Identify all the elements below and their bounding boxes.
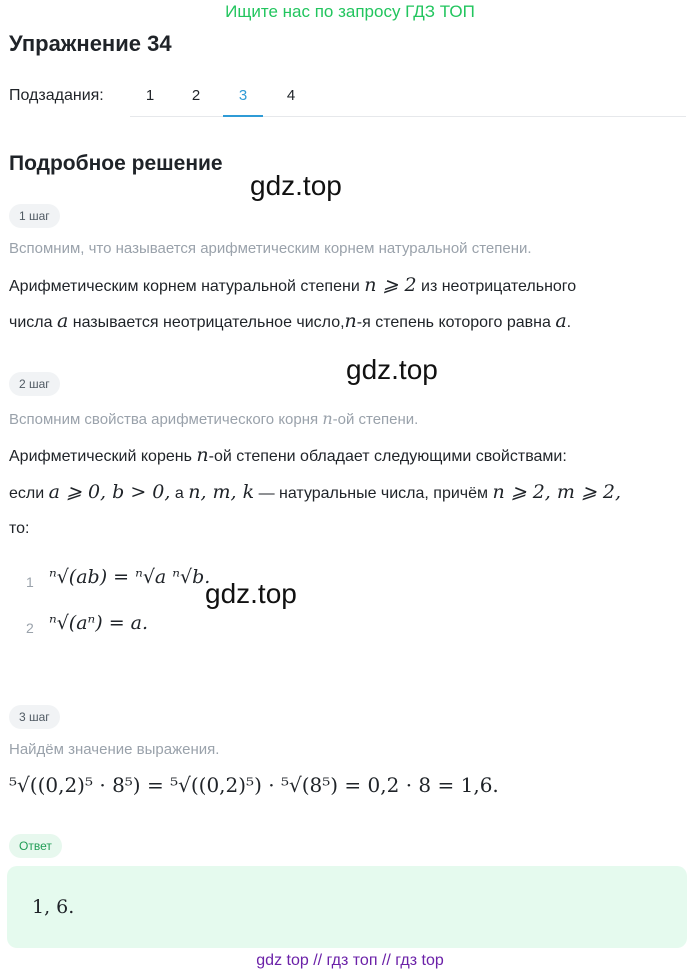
step-badge: 3 шаг xyxy=(9,705,60,729)
text-fragment: Вспомним свойства арифметического корня xyxy=(9,411,323,428)
math-inline: a xyxy=(555,310,567,332)
text-fragment: называется неотрицательное число, xyxy=(72,314,345,331)
watermark: gdz.top xyxy=(205,578,297,609)
tab-subtask-4[interactable]: 4 xyxy=(286,87,296,104)
footer-links[interactable]: gdz top // гдз топ // гдз top xyxy=(256,952,444,969)
math-inline: a ⩾ 0, b > 0, xyxy=(48,481,171,503)
step-hint xyxy=(9,409,418,428)
step-2-text-line-1 xyxy=(9,437,567,475)
text-fragment: а xyxy=(170,485,189,502)
step-2-text-line-2 xyxy=(9,474,621,512)
watermark: gdz.top xyxy=(250,170,342,201)
math-inline: n xyxy=(196,444,209,466)
math-inline: n, m, k xyxy=(188,481,255,503)
math-inline: n xyxy=(344,310,357,332)
text-fragment: . xyxy=(566,314,572,331)
property-formula: ⁿ√(aⁿ) = a. xyxy=(49,612,149,634)
step-1-text-line-1 xyxy=(9,267,576,305)
answer-badge: Ответ xyxy=(9,834,62,858)
answer-box xyxy=(7,866,687,948)
step-1-text-line-2 xyxy=(9,303,571,341)
text-fragment: из неотрицательного xyxy=(421,278,577,295)
step-2-text-line-3: то: xyxy=(9,520,30,537)
text-fragment: если xyxy=(9,485,49,502)
text-fragment: -ой степени. xyxy=(332,411,419,428)
tab-subtask-3-active[interactable]: 3 xyxy=(223,76,263,116)
step-3-formula: ⁵√((0,2)⁵ · 8⁵) = ⁵√((0,2)⁵) · ⁵√(8⁵) = 0,2 · 8 = 1,6. xyxy=(9,773,499,797)
math-inline: a xyxy=(56,310,69,332)
property-number: 1 xyxy=(26,574,34,590)
property-number: 2 xyxy=(26,620,34,636)
step-hint: Вспомним, что называется арифметическим корнем натуральной степени. xyxy=(9,240,532,257)
text-fragment: Арифметический корень xyxy=(9,448,197,465)
subtasks-label: Подзадания: xyxy=(9,87,104,104)
math-inline: n xyxy=(322,409,333,428)
text-fragment: — натуральные числа, причём xyxy=(254,485,493,502)
tab-subtask-1[interactable]: 1 xyxy=(145,87,155,104)
property-formula: ⁿ√(ab) = ⁿ√a ⁿ√b. xyxy=(49,566,211,588)
step-badge: 1 шаг xyxy=(9,204,60,228)
tab-subtask-2[interactable]: 2 xyxy=(191,87,201,104)
step-badge: 2 шаг xyxy=(9,372,60,396)
page-title: Упражнение 34 xyxy=(9,31,172,56)
step-hint: Найдём значение выражения. xyxy=(9,741,220,758)
text-fragment: -я степень которого равна xyxy=(356,314,551,331)
answer-value: 1, 6. xyxy=(32,896,75,918)
math-inline: n ⩾ 2 xyxy=(364,274,417,296)
text-fragment: Арифметическим корнем натуральной степени xyxy=(9,278,360,295)
subtask-tabs xyxy=(130,76,686,117)
watermark: gdz.top xyxy=(346,354,438,385)
text-fragment: -ой степени обладает следующими свойствами: xyxy=(208,448,567,465)
text-fragment: числа xyxy=(9,314,53,331)
section-title: Подробное решение xyxy=(9,152,223,175)
math-inline: n ⩾ 2, m ⩾ 2, xyxy=(492,481,622,503)
promo-banner[interactable]: Ищите нас по запросу ГДЗ ТОП xyxy=(225,2,475,21)
